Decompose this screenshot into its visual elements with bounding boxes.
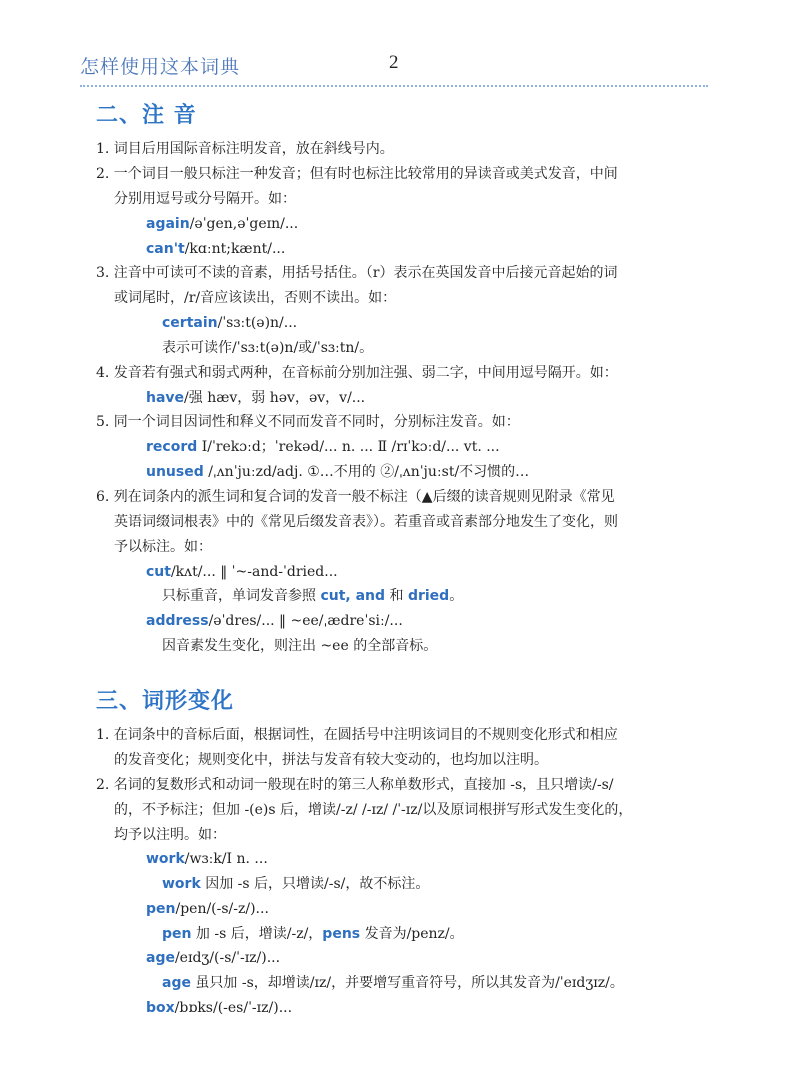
pronunciation: /əˈgen,əˈgeɪn/... (189, 216, 299, 232)
example-note (162, 874, 429, 894)
example-line (146, 998, 292, 1018)
paragraph: 英语词缀词根表》中的《常见后缀发音表》）。若重音或音素部分地发生了变化，则 (114, 514, 618, 530)
example-line (146, 239, 285, 259)
example-line (146, 462, 529, 482)
headword: cut (146, 564, 171, 580)
pronunciation: /kɑːnt;kænt/... (184, 241, 286, 257)
headword-ref: age (162, 975, 191, 991)
example-line (146, 899, 269, 919)
headword-ref: pen (162, 926, 192, 942)
running-title: 怎样使用这本词典 (80, 56, 241, 78)
paragraph: 分别用逗号或分号隔开。如： (114, 191, 296, 207)
headword: box (146, 1000, 175, 1016)
paragraph: 或词尾时，/r/音应该读出，否则不读出。如： (114, 290, 397, 306)
section-title-pronunciation: 二、注 音 (96, 103, 197, 128)
pronunciation: /强 hæv，弱 həv，əv，v/... (184, 390, 366, 406)
example-note: 表示可读作/ˈsɜːt(ə)n/或/ˈsɜːtn/。 (162, 340, 374, 356)
example-line (146, 388, 365, 408)
note-text: 和 (385, 588, 408, 604)
headword-ref: cut, and (320, 588, 386, 604)
pronunciation: /kʌt/... ‖ ˈ~-and-ˈdried... (170, 564, 338, 580)
pronunciation: Ⅰ/ˈrekɔːd；ˈrekəd/... n. ... Ⅱ /rɪˈkɔːd/... vt. ... (201, 439, 500, 455)
pronunciation: /pen/(-s/-z/)... (175, 901, 269, 917)
paragraph: 的发音变化；规则变化中，拼法与发音有较大变动的，也均加以注明。 (114, 752, 548, 768)
headword-ref: dried (407, 588, 450, 604)
example-line (146, 948, 280, 968)
note-text: 加 -s 后，增读/-z/， (191, 926, 323, 942)
headword: record (146, 439, 198, 455)
headword: again (146, 216, 190, 232)
section-title-inflection: 三、词形变化 (96, 689, 235, 714)
paragraph: 2. 一个词目一般只标注一种发音；但有时也标注比较常用的异读音或美式发音，中间 (96, 166, 618, 182)
paragraph: 4. 发音若有强式和弱式两种，在音标前分别加注强、弱二字，中间用逗号隔开。如： (96, 365, 618, 381)
pronunciation: /bɒks/(-es/ˈ-ɪz/)... (174, 1000, 293, 1016)
paragraph: 3. 注音中可读可不读的音素，用括号括住。（r）表示在英国发音中后接元音起始的词 (96, 265, 618, 281)
example-line (162, 313, 297, 333)
paragraph: 1. 词目后用国际音标注明发音，放在斜线号内。 (96, 141, 394, 157)
example-line (146, 562, 338, 582)
pronunciation: /əˈdres/... ‖ ~ee/ˌædreˈsiː/... (208, 613, 403, 629)
paragraph: 6. 列在词条内的派生词和复合词的发音一般不标注（▲后缀的读音规则见附录《常见 (96, 489, 615, 505)
headword: work (146, 851, 185, 867)
headword: certain (162, 315, 218, 331)
paragraph: 予以标注。如： (114, 539, 212, 555)
headword-ref: pens (322, 926, 361, 942)
note-text: 。 (449, 588, 464, 604)
paragraph: 5. 同一个词目因词性和释义不同而发音不同时，分别标注发音。如： (96, 414, 520, 430)
headword: have (146, 390, 185, 406)
pronunciation: /eɪdʒ/(-s/ˈ-ɪz/)... (174, 950, 281, 966)
paragraph: 的，不予标注；但加 -(e)s 后，增读/-z/ /-ɪz/ /ˈ-ɪz/以及原词根拼写形式发生变化的， (114, 802, 633, 818)
headword: pen (146, 901, 176, 917)
page-number: 2 (389, 52, 399, 73)
example-line (146, 849, 268, 869)
paragraph: 均予以注明。如： (114, 827, 226, 843)
page-header (0, 0, 790, 90)
note-text: 因加 -s 后，只增读/-s/，故不标注。 (200, 876, 430, 892)
example-note (162, 924, 464, 944)
pronunciation: /ˌʌnˈjuːzd/adj. ①…不用的 ②/ˌʌnˈjuːst/不习惯的… (208, 464, 530, 480)
header-divider (80, 85, 708, 87)
note-text: 发音为/penz/。 (360, 926, 464, 942)
example-note (162, 586, 463, 606)
paragraph: 2. 名词的复数形式和动词一般现在时的第三人称单数形式，直接加 -s，且只增读/-s/ (96, 777, 614, 793)
paragraph: 1. 在词条中的音标后面，根据词性，在圆括号中注明该词目的不规则变化形式和相应 (96, 727, 618, 743)
note-text: 只标重音，单词发音参照 (162, 588, 321, 604)
headword: unused (146, 464, 204, 480)
example-line (146, 611, 403, 631)
headword: age (146, 950, 175, 966)
pronunciation: /ˈsɜːt(ə)n/... (217, 315, 298, 331)
example-line (146, 437, 500, 457)
example-note (162, 973, 624, 993)
note-text: 虽只加 -s，却增读/ɪz/，并要增写重音符号，所以其发音为/ˈeɪdʒɪz/。 (190, 975, 624, 991)
pronunciation: /wɜːk/Ⅰ n. ... (184, 851, 268, 867)
headword: address (146, 613, 209, 629)
example-line (146, 214, 298, 234)
headword: can't (146, 241, 185, 257)
headword-ref: work (162, 876, 201, 892)
example-note: 因音素发生变化，则注出 ~ee 的全部音标。 (162, 638, 438, 654)
